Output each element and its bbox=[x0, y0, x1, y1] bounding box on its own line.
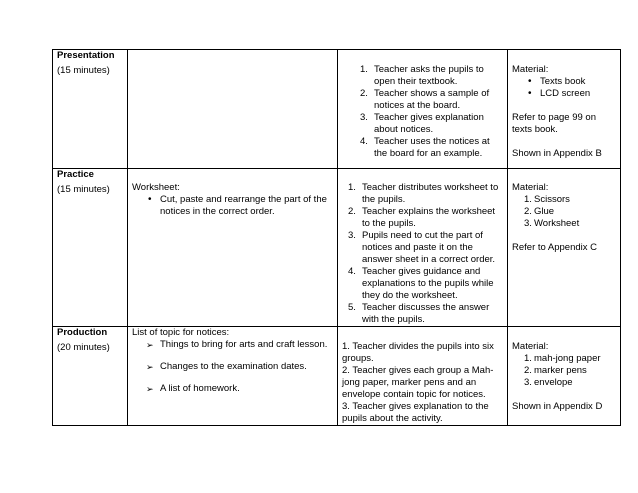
stage-duration: (15 minutes) bbox=[57, 184, 110, 195]
stage-duration: (20 minutes) bbox=[57, 342, 110, 353]
steps-cell bbox=[338, 50, 508, 169]
list-item: ➢ Things to bring for arts and craft lesson. bbox=[146, 339, 328, 350]
steps-list bbox=[342, 182, 503, 326]
content-cell bbox=[128, 327, 338, 426]
stage-title: Presentation bbox=[57, 50, 115, 61]
material-cell bbox=[508, 327, 621, 426]
list-item: ➢ A list of homework. bbox=[146, 383, 240, 394]
stage-title: Production bbox=[57, 327, 108, 338]
list-item: 4. Teacher gives guidance and explanations to the pupils while they do the worksheet. bbox=[348, 266, 494, 301]
lesson-plan-table bbox=[52, 49, 621, 426]
material-list bbox=[512, 76, 616, 100]
list-item: 1. Scissors bbox=[524, 194, 570, 205]
content-title: Worksheet: bbox=[132, 182, 180, 193]
content-cell bbox=[128, 50, 338, 169]
list-item: 3. envelope bbox=[524, 377, 573, 388]
list-item: 3. Teacher gives explanation about notices. bbox=[360, 112, 484, 135]
list-item: 3. Pupils need to cut the part of notices and paste it on the answer sheet in a correct order. bbox=[348, 230, 496, 265]
material-title: Material: bbox=[512, 182, 549, 193]
content-list bbox=[132, 194, 333, 218]
stage-cell bbox=[53, 50, 128, 169]
list-item: • Texts book bbox=[528, 76, 586, 87]
list-item: 1. Teacher asks the pupils to open their textbook. bbox=[360, 64, 484, 87]
list-item: 3. Teacher gives explanation to the pupils about the activity. bbox=[342, 401, 489, 424]
steps-cell bbox=[338, 327, 508, 426]
list-item: ➢ Changes to the examination dates. bbox=[146, 361, 307, 372]
list-item: 1. Teacher distributes worksheet to the pupils. bbox=[348, 182, 499, 205]
stage-cell bbox=[53, 327, 128, 426]
list-item: 5. Teacher discusses the answer with the pupils. bbox=[348, 302, 490, 325]
list-item: 2. Teacher gives each group a Mah-jong paper, marker pens and an envelope contain topic for notices. bbox=[342, 365, 494, 400]
steps-list bbox=[342, 64, 503, 160]
stage-title: Practice bbox=[57, 169, 94, 180]
material-list bbox=[512, 194, 616, 230]
list-item: 2. Glue bbox=[524, 206, 555, 217]
appendix-note: Shown in Appendix B bbox=[512, 148, 602, 159]
list-item: 1. Teacher divides the pupils into six groups. bbox=[342, 341, 494, 364]
table-row-presentation bbox=[53, 50, 621, 169]
list-item: • LCD screen bbox=[528, 88, 591, 99]
material-cell bbox=[508, 50, 621, 169]
stage-duration: (15 minutes) bbox=[57, 65, 110, 76]
list-item: 2. marker pens bbox=[524, 365, 587, 376]
content-list bbox=[132, 339, 333, 395]
material-reference: Refer to page 99 on texts book. bbox=[512, 112, 596, 135]
table-row-practice bbox=[53, 169, 621, 327]
list-item: 3. Worksheet bbox=[524, 218, 580, 229]
list-item: • Cut, paste and rearrange the part of the notices in the correct order. bbox=[148, 194, 327, 217]
content-cell bbox=[128, 169, 338, 327]
list-item: 2. Teacher explains the worksheet to the pupils. bbox=[348, 206, 496, 229]
table-row-production bbox=[53, 327, 621, 426]
material-title: Material: bbox=[512, 341, 549, 352]
list-item: 4. Teacher uses the notices at the board for an example. bbox=[360, 136, 490, 159]
list-item: 2. Teacher shows a sample of notices at the board. bbox=[360, 88, 490, 111]
list-item: 1. mah-jong paper bbox=[524, 353, 601, 364]
material-cell bbox=[508, 169, 621, 327]
material-title: Material: bbox=[512, 64, 549, 75]
appendix-note: Shown in Appendix D bbox=[512, 401, 603, 412]
appendix-note: Refer to Appendix C bbox=[512, 242, 598, 253]
material-list bbox=[512, 353, 616, 389]
stage-cell bbox=[53, 169, 128, 327]
steps-cell bbox=[338, 169, 508, 327]
content-title: List of topic for notices: bbox=[132, 327, 230, 338]
